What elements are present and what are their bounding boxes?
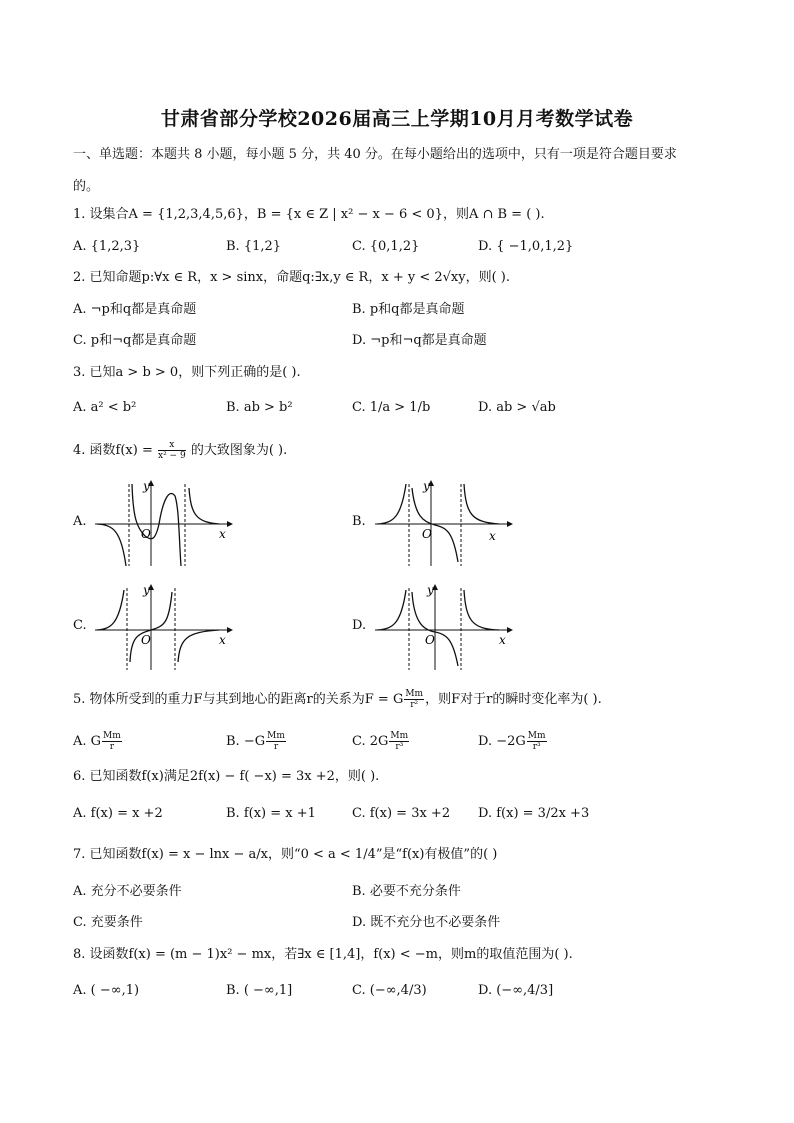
q5-option-b-den: r: [273, 742, 279, 752]
page-title: 甘肃省部分学校2026届高三上学期10月月考数学试卷: [160, 108, 634, 130]
q2-option-d: D. ¬p和¬q都是真命题: [352, 333, 487, 348]
graph-b-x-label: x: [489, 529, 496, 543]
q5-option-d-pre: D. −2G: [478, 734, 526, 749]
q4-frac-num: x: [158, 440, 186, 451]
q8-option-d: D. (−∞,4/3]: [478, 983, 554, 998]
question-7-stem: 7. 已知函数f(x) = x − lnx − a/x，则“0 < a < 1/4”是“f(x)有极值”的( ): [73, 847, 498, 862]
q8-option-b: B. ( −∞,1]: [226, 983, 293, 998]
graph-d-label: D.: [352, 618, 367, 633]
graph-d-origin: O: [425, 633, 435, 647]
graph-b-origin: O: [422, 527, 432, 541]
q5-option-c-pre: C. 2G: [352, 734, 389, 749]
q5-option-b-frac: [266, 731, 286, 752]
graph-b-y-label: y: [423, 479, 430, 493]
q2-option-a: A. ¬p和q都是真命题: [73, 302, 197, 317]
q6-option-d: D. f(x) = 3/2x +3: [478, 806, 590, 821]
q5-option-b: [226, 731, 287, 752]
q6-option-b: B. f(x) = x +1: [226, 806, 316, 821]
q5-option-c-num: Mm: [390, 731, 409, 741]
q1-option-b: B. {1,2}: [226, 239, 282, 254]
q5-option-d-den: r³: [532, 742, 541, 752]
graph-d: [373, 582, 513, 674]
graph-c: [93, 582, 233, 674]
q5-option-a-num: Mm: [103, 731, 121, 741]
q1-option-c: C. {0,1,2}: [352, 239, 420, 254]
q5-fraction: [404, 689, 424, 710]
q2-option-b: B. p和q都是真命题: [352, 302, 465, 317]
q5-stem-pre: 5. 物体所受到的重力F与其到地心的距离r的关系为F = G: [73, 692, 404, 707]
q5-option-d-num: Mm: [527, 731, 546, 741]
q5-option-c-frac: [389, 731, 409, 752]
q6-option-a: A. f(x) = x +2: [73, 806, 163, 821]
graph-c-y-label: y: [143, 583, 150, 597]
question-1-stem: 1. 设集合A = {1,2,3,4,5,6}，B = {x ∈ Z | x² − x − 6 < 0}，则A ∩ B = ( ).: [73, 207, 545, 222]
q8-option-a: A. ( −∞,1): [73, 983, 140, 998]
q5-option-a-pre: A. G: [73, 734, 102, 749]
q3-option-b: B. ab > b²: [226, 400, 293, 415]
q4-stem-post: 的大致图象为( ).: [190, 443, 288, 458]
q5-option-c-den: r³: [395, 742, 404, 752]
q5-frac-num: Mm: [405, 689, 424, 699]
section-instructions-cont: 的。: [73, 179, 100, 194]
graph-a-label: A.: [73, 514, 87, 529]
q3-option-c: C. 1/a > 1/b: [352, 400, 431, 415]
q5-option-a: [73, 731, 123, 752]
q5-frac-den: r²: [410, 700, 419, 710]
q5-option-d-frac: [527, 731, 547, 752]
q7-option-d: D. 既不充分也不必要条件: [352, 915, 501, 930]
question-8-stem: 8. 设函数f(x) = (m − 1)x² − mx，若∃x ∈ [1,4]，f(x) < −m，则m的取值范围为( ).: [73, 947, 573, 962]
q5-option-c: [352, 731, 410, 752]
q7-option-b: B. 必要不充分条件: [352, 884, 461, 899]
q5-stem-post: ，则F对于r的瞬时变化率为( ).: [425, 692, 602, 707]
q5-option-b-num: Mm: [267, 731, 285, 741]
q4-stem-pre: 4. 函数f(x) =: [73, 443, 153, 458]
q5-option-b-pre: B. −G: [226, 734, 266, 749]
graph-a-y-label: y: [143, 479, 150, 493]
graph-d-y-label: y: [427, 583, 434, 597]
q3-option-a: A. a² < b²: [73, 400, 137, 415]
q1-option-d: D. { −1,0,1,2}: [478, 239, 574, 254]
q6-option-c: C. f(x) = 3x +2: [352, 806, 451, 821]
question-3-stem: 3. 已知a > b > 0，则下列正确的是( ).: [73, 365, 301, 380]
q5-option-a-frac: [102, 731, 122, 752]
graph-b-label: B.: [352, 514, 366, 529]
question-4-stem: [73, 440, 287, 461]
section-instructions: 一、单选题：本题共 8 小题，每小题 5 分，共 40 分。在每小题给出的选项中，只有一项是符合题目要求: [73, 147, 677, 162]
question-5-stem: [73, 689, 602, 710]
q2-option-c: C. p和¬q都是真命题: [73, 333, 197, 348]
q4-frac-den: x² − 9: [158, 451, 186, 461]
q5-option-a-den: r: [109, 742, 115, 752]
graph-c-label: C.: [73, 618, 87, 633]
graph-a: [93, 478, 233, 570]
q5-option-d: [478, 731, 548, 752]
graph-c-origin: O: [141, 633, 151, 647]
graph-b: [373, 478, 513, 570]
q7-option-c: C. 充要条件: [73, 915, 143, 930]
graph-a-origin: O: [141, 527, 151, 541]
q3-option-d: D. ab > √ab: [478, 400, 556, 415]
q4-fraction: [158, 440, 186, 461]
q8-option-c: C. (−∞,4/3): [352, 983, 427, 998]
q1-option-a: A. {1,2,3}: [73, 239, 141, 254]
graph-d-x-label: x: [499, 633, 506, 647]
q7-option-a: A. 充分不必要条件: [73, 884, 182, 899]
graph-a-x-label: x: [219, 527, 226, 541]
question-2-stem: 2. 已知命题p:∀x ∈ R，x > sinx，命题q:∃x,y ∈ R，x + y < 2√xy，则( ).: [73, 270, 510, 285]
question-6-stem: 6. 已知函数f(x)满足2f(x) − f( −x) = 3x +2，则( ).: [73, 769, 380, 784]
graph-c-x-label: x: [219, 633, 226, 647]
